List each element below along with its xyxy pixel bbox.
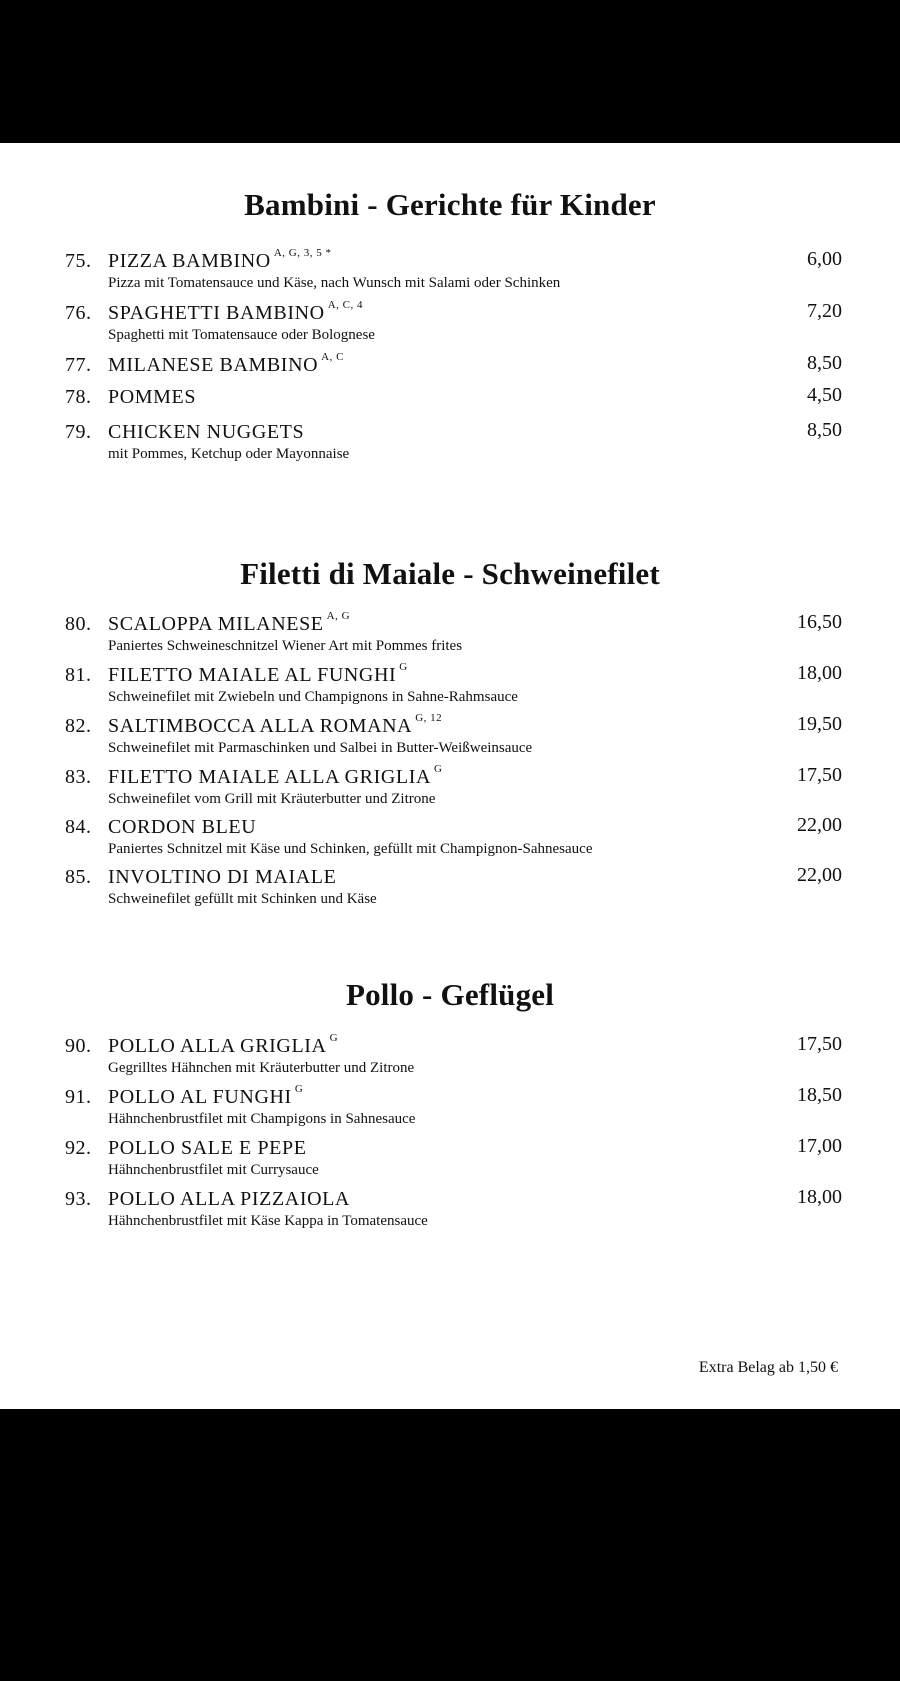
item-price: 18,00 xyxy=(797,1186,842,1208)
item-description: Hähnchenbrustfilet mit Currysauce xyxy=(108,1162,319,1178)
allergen-codes: A, C, 4 xyxy=(327,299,363,312)
item-name: POLLO SALE E PEPE xyxy=(108,1137,307,1159)
item-number: 81. xyxy=(65,664,92,686)
item-name: POLLO ALLA GRIGLIA $^G$ xyxy=(108,1032,339,1057)
item-name: FILETTO MAIALE ALLA GRIGLIA $^G$ xyxy=(108,763,443,788)
allergen-codes: G xyxy=(329,1032,339,1045)
item-number: 84. xyxy=(65,816,92,838)
item-name: POMMES xyxy=(108,386,197,408)
item-number: 75. xyxy=(65,250,92,272)
item-description: Schweinefilet mit Zwiebeln und Champignons in Sahne-Rahmsauce xyxy=(108,689,518,705)
allergen-codes: A, G, 3, 5 * xyxy=(273,247,332,260)
item-description: mit Pommes, Ketchup oder Mayonnaise xyxy=(108,446,350,462)
item-name: FILETTO MAIALE AL FUNGHI $^G$ xyxy=(108,661,408,686)
item-price: 18,00 xyxy=(797,662,842,684)
item-number: 82. xyxy=(65,715,92,737)
item-name: SALTIMBOCCA ALLA ROMANA $^{G, 12}$ xyxy=(108,712,443,737)
section-title-gefluegel: Pollo - Geflügel xyxy=(345,977,555,1012)
allergen-codes: A, C xyxy=(321,351,344,364)
item-price: 22,00 xyxy=(797,814,842,836)
section-title-bambini: Bambini - Gerichte für Kinder xyxy=(244,187,656,222)
item-number: 80. xyxy=(65,613,92,635)
allergen-codes: G xyxy=(434,763,443,776)
item-number: 93. xyxy=(65,1188,92,1210)
item-description: Hähnchenbrustfilet mit Käse Kappa in Tomatensauce xyxy=(108,1213,428,1229)
item-name: POLLO AL FUNGHI $^G$ xyxy=(108,1083,304,1108)
item-description: Schweinefilet mit Parmaschinken und Salbei in Butter-Weißweinsauce xyxy=(108,740,533,756)
bottom-black-bar xyxy=(0,1409,900,1681)
allergen-codes: A, G xyxy=(326,610,351,623)
item-description: Schweinefilet gefüllt mit Schinken und Käse xyxy=(108,891,377,907)
item-name: SCALOPPA MILANESE $^{A, G}$ xyxy=(108,610,351,635)
item-price: 17,50 xyxy=(797,1033,842,1055)
item-name: CORDON BLEU xyxy=(108,816,257,838)
top-black-bar xyxy=(0,0,900,143)
item-description: Spaghetti mit Tomatensauce oder Bolognese xyxy=(108,327,375,343)
allergen-codes: G xyxy=(294,1083,304,1096)
item-price: 22,00 xyxy=(797,864,842,886)
section-title-schweinefilet: Filetti di Maiale - Schweinefilet xyxy=(240,556,660,591)
item-price: 19,50 xyxy=(797,713,842,735)
item-number: 77. xyxy=(65,354,92,376)
item-price: 18,50 xyxy=(797,1084,842,1106)
item-description: Paniertes Schweineschnitzel Wiener Art mit Pommes frites xyxy=(108,638,463,654)
item-number: 78. xyxy=(65,386,92,408)
item-description: Gegrilltes Hähnchen mit Kräuterbutter und Zitrone xyxy=(108,1060,415,1076)
item-description: Paniertes Schnitzel mit Käse und Schinken, gefüllt mit Champignon-Sahnesauce xyxy=(108,841,593,857)
item-name: MILANESE BAMBINO $^{A, C}$ xyxy=(108,351,344,376)
item-number: 85. xyxy=(65,866,92,888)
item-price: 7,20 xyxy=(807,300,842,322)
item-name: PIZZA BAMBINO $^{A, G, 3, 5 *}$ xyxy=(108,247,332,272)
item-number: 76. xyxy=(65,302,92,324)
item-description: Pizza mit Tomatensauce und Käse, nach Wunsch mit Salami oder Schinken xyxy=(108,275,561,291)
item-name: CHICKEN NUGGETS xyxy=(108,421,305,443)
item-price: 8,50 xyxy=(807,419,842,441)
item-number: 91. xyxy=(65,1086,92,1108)
item-description: Hähnchenbrustfilet mit Champigons in Sahnesauce xyxy=(108,1111,416,1127)
allergen-codes: G xyxy=(399,661,408,674)
item-price: 17,00 xyxy=(797,1135,842,1157)
allergen-codes: G, 12 xyxy=(415,712,443,725)
item-price: 16,50 xyxy=(797,611,842,633)
item-number: 92. xyxy=(65,1137,92,1159)
item-price: 6,00 xyxy=(807,248,842,270)
item-number: 79. xyxy=(65,421,92,443)
item-name: SPAGHETTI BAMBINO $^{A, C, 4}$ xyxy=(108,299,363,324)
item-price: 8,50 xyxy=(807,352,842,374)
item-number: 83. xyxy=(65,766,92,788)
item-price: 4,50 xyxy=(807,384,842,406)
extra-topping-note: Extra Belag ab 1,50 € xyxy=(698,1359,838,1376)
item-number: 90. xyxy=(65,1035,92,1057)
item-name: INVOLTINO DI MAIALE xyxy=(108,866,337,888)
item-description: Schweinefilet vom Grill mit Kräuterbutter und Zitrone xyxy=(108,791,436,807)
item-price: 17,50 xyxy=(797,764,842,786)
item-name: POLLO ALLA PIZZAIOLA xyxy=(108,1188,350,1210)
menu-page xyxy=(0,143,900,1409)
